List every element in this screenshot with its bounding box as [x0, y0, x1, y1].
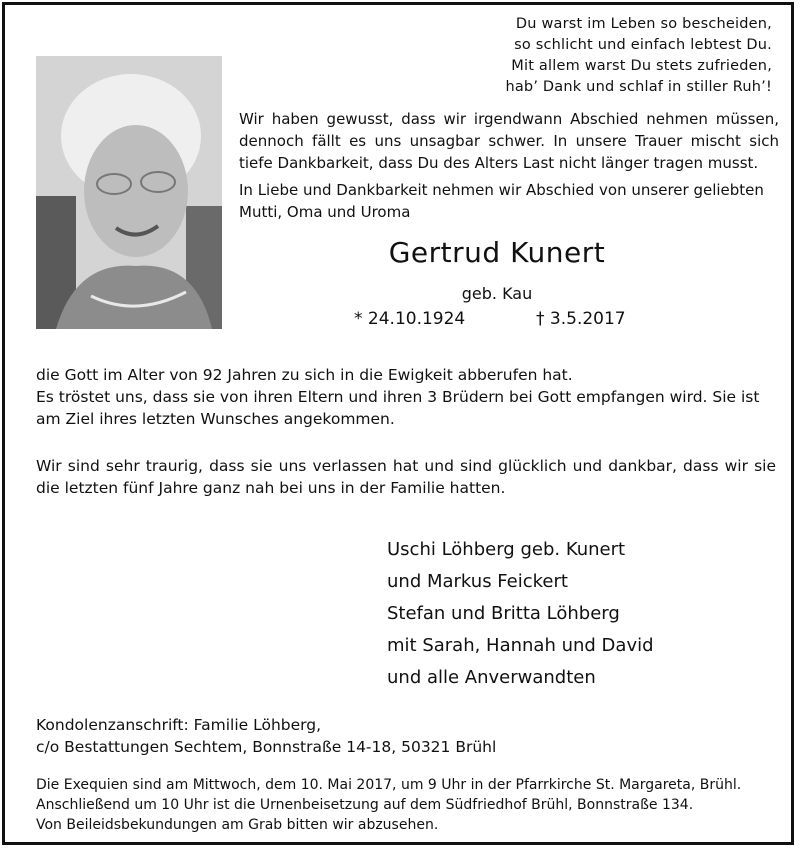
paragraph-line: die Gott im Alter von 92 Jahren zu sich in die Ewigkeit abberufen hat. — [36, 366, 573, 384]
deceased-name: Gertrud Kunert — [388, 236, 606, 269]
poem-line: Du warst im Leben so bescheiden, — [515, 16, 772, 32]
signer: Uschi Löhberg geb. Kunert — [387, 539, 626, 560]
address-line: c/o Bestattungen Sechtem, Bonnstraße 14-18, 50321 Brühl — [36, 738, 497, 756]
signer: mit Sarah, Hannah und David — [387, 635, 654, 656]
service-line: Anschließend um 10 Uhr ist die Urnenbeisetzung auf dem Südfriedhof Brühl, Bonnstraße 134. — [36, 797, 694, 813]
paragraph-2: Wir sind sehr traurig, dass sie uns verlassen hat und sind glücklich und dankbar, dass wir sie die letzten fünf Jahre ganz nah bei uns in der Familie hatten. — [36, 457, 776, 497]
service-line: Von Beileidsbekundungen am Grab bitten wir abzusehen. — [36, 817, 439, 833]
portrait-photo — [36, 56, 222, 329]
service-info — [36, 775, 776, 835]
farewell-line: In Liebe und Dankbarkeit nehmen wir Abschied von unserer geliebten — [239, 181, 764, 199]
maiden-name: geb. Kau — [461, 284, 533, 303]
signer: und Markus Feickert — [387, 571, 568, 592]
paragraph-line: Es tröstet uns, dass sie von ihren Eltern und ihren 3 Brüdern bei Gott empfangen wird. Sie ist — [36, 388, 760, 406]
poem — [505, 14, 772, 98]
service-line: Die Exequien sind am Mittwoch, dem 10. Mai 2017, um 9 Uhr in der Pfarrkirche St. Margareta, Brühl. — [36, 777, 742, 793]
portrait-photo-graphic — [36, 56, 222, 329]
death-date: † 3.5.2017 — [536, 309, 626, 329]
condolence-address — [36, 714, 496, 758]
signer: und alle Anverwandten — [387, 667, 596, 688]
intro-text: Wir haben gewusst, dass wir irgendwann Abschied nehmen müssen, dennoch fällt es uns unsagbar schwer. In unsere Trauer mischt sich tiefe Dankbarkeit, dass Du des Alters Last nicht länger tragen musst. — [239, 110, 779, 172]
paragraph-line: am Ziel ihres letzten Wunsches angekommen. — [36, 410, 395, 428]
paragraph-1 — [36, 364, 776, 430]
birth-date: * 24.10.1924 — [354, 309, 466, 329]
signer: Stefan und Britta Löhberg — [387, 603, 620, 624]
address-line: Kondolenzanschrift: Familie Löhberg, — [36, 716, 322, 734]
poem-line: Mit allem warst Du stets zufrieden, — [511, 58, 772, 74]
poem-line: so schlicht und einfach lebtest Du. — [514, 37, 772, 53]
poem-line: hab’ Dank und schlaf in stiller Ruh’! — [505, 79, 772, 95]
farewell-line: Mutti, Oma und Uroma — [239, 203, 411, 221]
farewell-text — [239, 179, 779, 223]
signers-list — [387, 534, 654, 694]
